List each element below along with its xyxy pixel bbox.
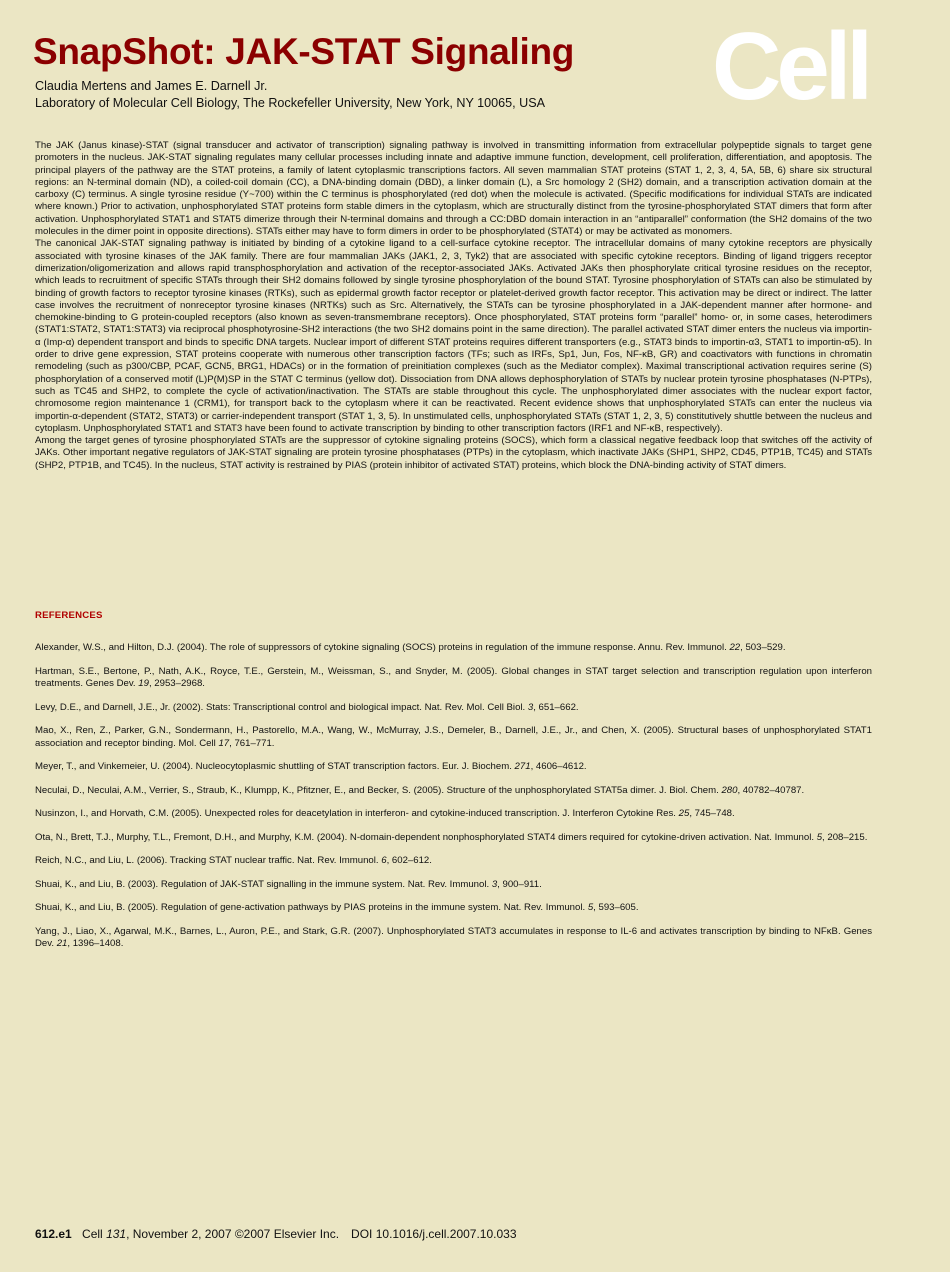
reference-item	[35, 725, 872, 750]
authors: Claudia Mertens and James E. Darnell Jr.	[35, 79, 268, 93]
references-list	[35, 642, 872, 962]
journal-volume: 131	[106, 1227, 127, 1241]
ref-volume: 271	[514, 761, 531, 772]
ref-volume: 6	[381, 855, 387, 866]
ref-pages: , 503–529.	[740, 642, 786, 653]
ref-pages: , 900–911.	[497, 878, 542, 890]
page-number: 612.e1	[35, 1227, 72, 1241]
ref-pages: , 651–662.	[533, 701, 579, 713]
ref-text: Shuai, K., and Liu, B. (2005). Regulation of gene-activation pathways by PIAS proteins in the immune system. Nat. Rev. Immunol.	[35, 902, 588, 913]
reference-item	[35, 702, 872, 715]
cell-logo: Cell	[712, 13, 869, 120]
ref-pages: , 1396–1408.	[67, 938, 124, 949]
ref-pages: , 761–771.	[229, 737, 275, 749]
ref-pages: , 602–612.	[386, 855, 432, 866]
reference-item	[35, 902, 872, 915]
ref-text: Shuai, K., and Liu, B. (2003). Regulation of JAK-STAT signalling in the immune system. Nat. Rev. Immunol.	[35, 878, 492, 890]
ref-volume: 3	[491, 878, 498, 890]
ref-volume: 22	[729, 642, 741, 653]
ref-pages: , 745–748.	[689, 808, 735, 819]
paragraph: The JAK (Janus kinase)-STAT (signal transducer and activator of transcription) signaling pathway is involved in transmitting information from extracellular polypeptide signals to target gene promoters in the nucleus. JAK-STAT signaling regulates many cellular processes including innate and adaptive immune function, development, cell proliferation, differentiation, and apoptosis. The principal players of the pathway are the STAT proteins, a family of latent cytoplasmic transcriptions factors. All seven mammalian STAT proteins (STAT 1, 2, 3, 4, 5A, 5B, 6) share six structural regions: an N-terminal domain (ND), a coiled-coil domain (CC), a DNA-binding domain (DBD), a linker domain (L), a Src homology 2 (SH2) domain, and a transcription activation domain at the carboxy (C) terminus. A single tyrosine residue (Y~700) within the C terminus is phosphorylated (red dot) when the molecule is activated. (Specific modifications for individual STATs are indicated where known.) Prior to activation, unphosphorylated STAT proteins form stable dimers in the cytoplasm, which are structurally distinct from the tyrosine-phosphorylated STAT dimers that form after activation. Unphosphorylated STAT1 and STAT5 dimerize through their N-terminal domains and through a CC:DBD domain interaction in an “antiparallel” conformation (the SH2 domains of the two molecules in the dimer point in opposite directions). STATs either may have to form dimers in order to be phosphorylated (STAT4) or may be activated as monomers.	[35, 140, 872, 238]
ref-text: Meyer, T., and Vinkemeier, U. (2004). Nucleocytoplasmic shuttling of STAT transcription factors. Eur. J. Biochem.	[35, 761, 515, 772]
reference-item	[35, 761, 872, 774]
author-block	[35, 78, 545, 112]
ref-volume: 280	[721, 784, 738, 796]
page-footer	[35, 1227, 517, 1241]
ref-pages: , 40782–40787.	[737, 784, 805, 796]
doi-text: DOI 10.1016/j.cell.2007.10.033	[351, 1227, 517, 1241]
ref-volume: 3	[527, 701, 534, 713]
reference-item	[35, 879, 872, 892]
ref-volume: 19	[138, 678, 149, 689]
ref-volume: 5	[587, 902, 594, 913]
ref-volume: 5	[816, 831, 823, 843]
ref-text: Reich, N.C., and Liu, L. (2006). Tracking STAT nuclear traffic. Nat. Rev. Immunol.	[35, 855, 382, 866]
reference-item	[35, 808, 872, 821]
reference-item	[35, 855, 872, 868]
reference-item	[35, 926, 872, 951]
ref-text: Mao, X., Ren, Z., Parker, G.N., Sondermann, H., Pastorello, M.A., Wang, W., McMurray, J.S., Demeler, B., Darnell, J.E., Jr., and Chen, X. (2005). Structural bases of unphosphorylated STAT1 association and receptor binding. Mol. Cell	[35, 725, 872, 749]
paragraph: Among the target genes of tyrosine phosphorylated STATs are the suppressor of cytokine signaling proteins (SOCS), which form a classical negative feedback loop that switches off the activity of JAKs. Other important negative regulators of JAK-STAT signaling are protein tyrosine phosphatases (PTPs) in the cytoplasm, which inactivate JAKs (SHP1, SHP2, CD45, PTP1B, TC45) and STATs (SHP2, PTP1B, and TC45). In the nucleus, STAT activity is restrained by PIAS (protein inhibitor of activated STAT) proteins, which block the DNA-binding activity of STAT dimers.	[35, 435, 872, 471]
body-text	[35, 140, 872, 472]
ref-volume: 25	[678, 808, 690, 819]
ref-volume: 21	[56, 938, 68, 949]
ref-pages: , 208–215.	[822, 831, 868, 843]
ref-pages: , 593–605.	[593, 902, 639, 913]
ref-text: Nusinzon, I., and Horvath, C.M. (2005). Unexpected roles for deacetylation in interferon- and cytokine-induced transcription. J. Interferon Cytokine Res.	[35, 808, 679, 819]
ref-pages: , 4606–4612.	[530, 761, 587, 772]
ref-text: Neculai, D., Neculai, A.M., Verrier, S., Straub, K., Klumpp, K., Pfitzner, E., and Becker, S. (2005). Structure of the unphosphorylated STAT5a dimer. J. Biol. Chem.	[35, 784, 722, 796]
page-title: SnapShot: JAK-STAT Signaling	[33, 31, 575, 72]
ref-text: Ota, N., Brett, T.J., Murphy, T.L., Fremont, D.H., and Murphy, K.M. (2004). N-domain-dependent nonphosphorylated STAT4 dimers required for cytokine-driven activation. Nat. Immunol.	[35, 831, 817, 843]
reference-item	[35, 832, 872, 845]
ref-text: Yang, J., Liao, X., Agarwal, M.K., Barnes, L., Auron, P.E., and Stark, G.R. (2007). Unphosphorylated STAT3 accumulates in response to IL-6 and activates transcription by binding to NFκB. Genes Dev.	[35, 925, 872, 949]
journal-name: Cell	[82, 1227, 107, 1241]
ref-pages: , 2953–2968.	[148, 678, 205, 689]
reference-item	[35, 785, 872, 798]
affiliation: Laboratory of Molecular Cell Biology, The Rockefeller University, New York, NY 10065, USA	[35, 96, 546, 110]
ref-text: Hartman, S.E., Bertone, P., Nath, A.K., Royce, T.E., Gerstein, M., Weissman, S., and Snyder, M. (2005). Global changes in STAT target selection and transcription regulation upon interferon treatments. Genes Dev.	[35, 665, 872, 689]
reference-item	[35, 642, 872, 655]
references-heading: REFERENCES	[35, 610, 103, 621]
reference-item	[35, 666, 872, 691]
ref-text: Alexander, W.S., and Hilton, D.J. (2004). The role of suppressors of cytokine signaling (SOCS) proteins in regulation of the immune response. Annu. Rev. Immunol.	[35, 642, 730, 653]
ref-text: Levy, D.E., and Darnell, J.E., Jr. (2002). Stats: Transcriptional control and biological impact. Nat. Rev. Mol. Cell Biol.	[35, 701, 528, 713]
journal-date: , November 2, 2007 ©2007 Elsevier Inc.	[126, 1227, 340, 1241]
paragraph: The canonical JAK-STAT signaling pathway is initiated by binding of a cytokine ligand to a cell-surface cytokine receptor. The intracellular domains of many cytokine receptors are physically associated with tyrosine kinases of the JAK family. There are four mammalian JAKs (JAK1, 2, 3, Tyk2) that are associated with specific cytokine receptors. Binding of ligand triggers receptor dimerization/oligomerization and allows rapid transphosphorylation and activation of the receptor-associated JAKs. Activated JAKs then phosphorylate critical tyrosine residues on the receptor, which leads to recruitment of specific STATs through their SH2 domains followed by single tyrosine phosphorylation of the bound STAT. Tyrosine phosphorylation of STATs can also be stimulated by binding of growth factors to receptor tyrosine kinases (RTKs), such as epidermal growth factor receptor or platelet-derived growth factor receptor. This activation may be direct or indirect. The latter case involves the recruitment of nonreceptor tyrosine kinases (NRTKs) such as Src. Alternatively, the STATs can be tyrosine phosphorylated in a JAK-dependent manner after hormone- and chemokine-binding to G protein-coupled receptors (also known as seven-transmembrane receptors). Once phosphorylated, STAT proteins form “parallel” homo- or, in some cases, heterodimers (STAT1:STAT2, STAT1:STAT3) via reciprocal phosphotyrosine-SH2 interactions (the two SH2 domains point in the same direction). The parallel activated STAT dimer enters the nucleus via importin-α (Imp-α) dependent transport and binds to specific DNA targets. Nuclear import of different STAT proteins requires different transporters (e.g., STAT3 binds to importin-α3, STAT1 to importin-α5). In order to drive gene expression, STAT proteins cooperate with numerous other transcription factors (TFs; such as IRFs, Sp1, Jun, Fos, NF-κB, GR) and coactivators with functions in chromatin remodeling (such as p300/CBP, PCAF, GCN5, BRG1, HDACs) or in the formation of preinitiation complexes (such as the Mediator complex). Maximal transcriptional activation requires serine (S) phosphorylation of a conserved motif (L)P(M)SP in the STAT C terminus (yellow dot). Dissociation from DNA allows dephosphorylation of STATs by nuclear protein tyrosine phosphatases (N-PTPs), such as TC45 and SHP2, to complete the cycle of activation/inactivation. The STATs are stable throughout this cycle. The unphosphorylated dimer associates with the nuclear export factor, chromosome region maintenance 1 (CRM1), for transport back to the cytoplasm where it can be reactivated. Recent evidence shows that unphosphorylated STATs can enter the nucleus via importin-α-dependent (STAT2, STAT3) or carrier-independent transport (STAT 1, 3, 5). In unstimulated cells, unphosphorylated STATs (STAT 1, 2, 3, 5) constitutively shuttle between the nucleus and cytoplasm. Unphosphorylated STAT1 and STAT3 have been found to activate transcription by binding to other transcription factors (IRF1 and NF-κB, respectively).	[35, 238, 872, 434]
ref-volume: 17	[218, 737, 230, 749]
